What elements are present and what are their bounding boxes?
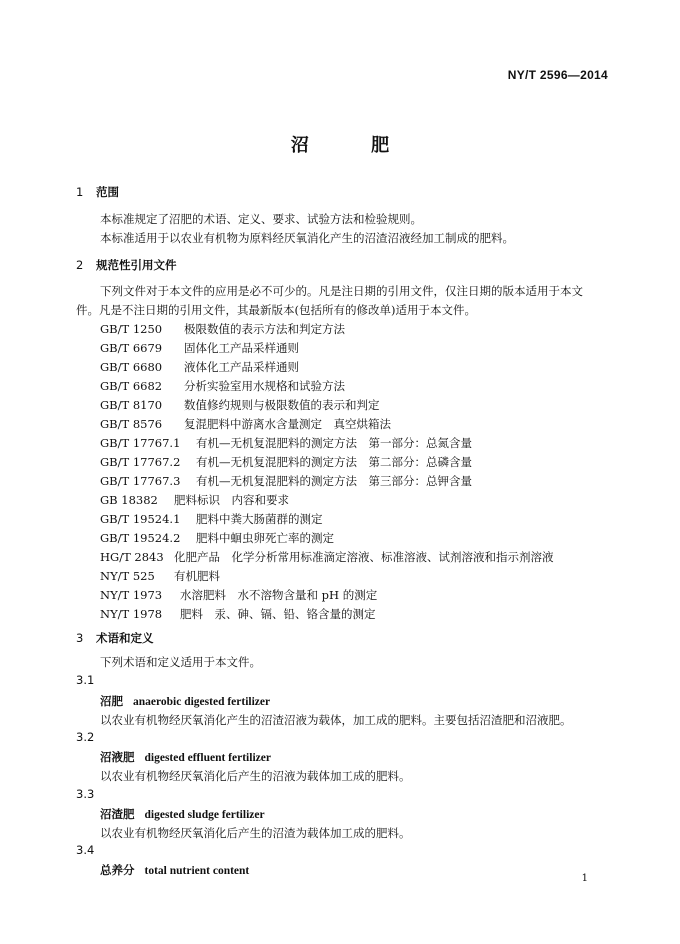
paragraph: 本标准适用于以农业有机物为原料经厌氧消化产生的沼渣沼液经加工制成的肥料。 [100,231,514,245]
reference-title: 肥料 汞、砷、镉、铅、铬含量的测定 [180,607,376,621]
reference-code: GB/T 6680 [100,360,163,374]
reference-item [100,359,299,375]
term-entry [100,693,270,709]
reference-item [100,321,345,337]
reference-code: GB/T 1250 [100,322,163,336]
section-number: 1 [76,185,84,199]
reference-title: 肥料中蛔虫卵死亡率的测定 [196,531,334,545]
paragraph: 下列文件对于本文件的应用是必不可少的。凡是注日期的引用文件，仅注日期的版本适用于本文 [100,284,583,298]
term-en: total nutrient content [144,865,250,877]
reference-item [100,606,376,622]
reference-code: HG/T 2843 [100,550,164,564]
reference-item [100,587,377,603]
term-entry [100,749,271,765]
section-heading-terms [76,630,154,646]
section-number: 3 [76,631,84,645]
reference-code: GB/T 6682 [100,379,163,393]
term-zh: 沼渣肥 [100,807,135,821]
term-zh: 沼液肥 [100,750,135,764]
reference-title: 复混肥料中游离水含量测定 真空烘箱法 [184,417,391,431]
reference-item [100,549,554,565]
reference-code: GB/T 19524.2 [100,531,181,545]
term-definition: 以农业有机物经厌氧消化后产生的沼渣为载体加工成的肥料。 [100,826,411,840]
reference-code: GB 18382 [100,493,158,507]
reference-title: 液体化工产品采样通则 [184,360,299,374]
reference-title: 水溶肥料 水不溶物含量和 pH 的测定 [180,588,378,602]
reference-title: 有机—无机复混肥料的测定方法 第二部分：总磷含量 [196,455,472,469]
reference-code: NY/T 1973 [100,588,163,602]
reference-code: GB/T 17767.2 [100,455,181,469]
reference-title: 肥料中粪大肠菌群的测定 [196,512,323,526]
reference-title: 有机—无机复混肥料的测定方法 第三部分：总钾含量 [196,474,472,488]
term-number: 3.4 [76,843,95,857]
standard-code: NY/T 2596—2014 [507,68,608,82]
term-en: anaerobic digested fertilizer [133,696,271,708]
reference-item [100,454,472,470]
reference-item [100,416,391,432]
term-number: 3.3 [76,787,95,801]
reference-code: GB/T 8170 [100,398,163,412]
section-title: 术语和定义 [96,631,154,645]
reference-title: 数值修约规则与极限数值的表示和判定 [184,398,380,412]
paragraph: 下列术语和定义适用于本文件。 [100,655,261,669]
term-number: 3.1 [76,673,95,687]
section-heading-normative-references [76,257,177,273]
term-zh: 总养分 [100,863,135,877]
term-en: digested sludge fertilizer [144,809,265,821]
term-entry [100,862,249,878]
section-title: 规范性引用文件 [96,258,177,272]
reference-item [100,378,345,394]
reference-item [100,397,380,413]
paragraph-continuation: 件。凡是不注日期的引用文件，其最新版本(包括所有的修改单)适用于本文件。 [76,303,476,317]
reference-item [100,340,299,356]
term-definition: 以农业有机物经厌氧消化后产生的沼液为载体加工成的肥料。 [100,769,411,783]
reference-item [100,473,472,489]
term-entry [100,806,265,822]
document-title: 沼 肥 [290,135,418,156]
reference-title: 分析实验室用水规格和试验方法 [184,379,345,393]
page-number: 1 [581,873,588,884]
reference-item [100,435,472,451]
reference-code: NY/T 1978 [100,607,163,621]
reference-code: NY/T 525 [100,569,155,583]
reference-code: GB/T 17767.1 [100,436,181,450]
reference-title: 有机—无机复混肥料的测定方法 第一部分：总氮含量 [196,436,472,450]
reference-item [100,492,289,508]
term-number: 3.2 [76,730,95,744]
paragraph: 本标准规定了沼肥的术语、定义、要求、试验方法和检验规则。 [100,212,422,226]
reference-item [100,530,334,546]
reference-title: 化肥产品 化学分析常用标准滴定溶液、标准溶液、试剂溶液和指示剂溶液 [174,550,554,564]
term-zh: 沼肥 [100,694,123,708]
section-number: 2 [76,258,84,272]
reference-title: 有机肥料 [174,569,220,583]
reference-title: 极限数值的表示方法和判定方法 [184,322,345,336]
reference-code: GB/T 19524.1 [100,512,181,526]
reference-title: 肥料标识 内容和要求 [174,493,289,507]
reference-code: GB/T 8576 [100,417,163,431]
reference-code: GB/T 6679 [100,341,163,355]
reference-code: GB/T 17767.3 [100,474,181,488]
reference-title: 固体化工产品采样通则 [184,341,299,355]
section-title: 范围 [96,185,119,199]
reference-item [100,511,323,527]
reference-item [100,568,220,584]
section-heading-scope [76,184,119,200]
term-en: digested effluent fertilizer [144,752,271,764]
term-definition: 以农业有机物经厌氧消化产生的沼渣沼液为载体，加工成的肥料。主要包括沼渣肥和沼液肥。 [100,713,572,727]
